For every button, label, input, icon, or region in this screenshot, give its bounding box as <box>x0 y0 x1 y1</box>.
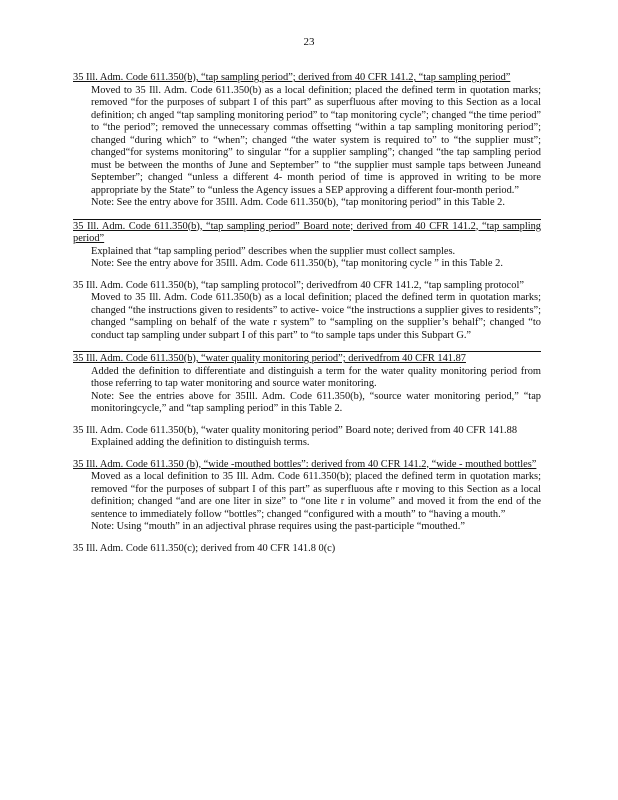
entry-paragraph: Moved to 35 Ill. Adm. Code 611.350(b) as a local definition; placed the defined term in quotation marks; changed “the instructions given to residents” to active- voice “the instructions a supplier gives to residents”; changed “sampling on behalf of the wate r system” to “sampling on the supplier’s behalf”; changed “to conduct tap sampling under subpart I of this part” to “to sample taps under this Subpart G.” <box>91 292 541 341</box>
entry-heading-text: 35 Ill. Adm. Code 611.350(b), “tap sampling protocol”; derivedfrom 40 CFR 141.2, “tap sampling protocol” <box>73 279 524 291</box>
entry-heading-text: 35 Ill. Adm. Code 611.350(b), “tap sampling period”; derived from 40 CFR 141.2, “tap sampling period” <box>73 72 511 83</box>
entry-heading <box>73 219 541 246</box>
entry-paragraph: Explained adding the definition to distinguish terms. <box>91 437 310 448</box>
entry-heading <box>73 280 541 293</box>
entry-note: Note: See the entry above for 35Ill. Adm. Code 611.350(b), “tap monitoring cycle ” in this Table 2. <box>91 258 503 269</box>
entry-heading-text: 35 Ill. Adm. Code 611.350(c); derived from 40 CFR 141.8 0(c) <box>73 542 336 554</box>
table-entry <box>73 72 541 210</box>
entry-body <box>91 437 541 450</box>
entry-paragraph: Explained that “tap sampling period” describes when the supplier must collect samples. <box>91 245 456 257</box>
entry-paragraph: Moved as a local definition to 35 Ill. Adm. Code 611.350(b); placed the defined term in quotation marks; removed “for the purposes of subpart I of this part” as superfluous afte r moving to this Section as a local definition; changed “and are one liter in size” to “one lite r in volume” and moved it from the end of the sentence to immediately follow “bottles”; changed “configured with a mouth” to “having a mouth.” <box>91 471 541 520</box>
entry-body <box>91 292 541 342</box>
entry-heading <box>73 459 541 472</box>
entries-list <box>73 72 541 564</box>
entry-heading <box>73 425 541 438</box>
entry-note: Note: See the entries above for 35Ill. Adm. Code 611.350(b), “source water monitoring period,” “tap monitoringcycle,” and “tap sampling period” in this Table 2. <box>91 390 541 414</box>
entry-heading-text: 35 Ill. Adm. Code 611.350 (b), “wide -mouthed bottles”: derived from 40 CFR 141.2, “wide - mouthed bottles” <box>73 458 537 470</box>
entry-body <box>91 246 541 271</box>
page-number: 23 <box>303 36 315 48</box>
table-entry <box>73 459 541 534</box>
table-entry <box>73 219 541 271</box>
entry-heading <box>73 72 541 85</box>
entry-heading-text: 35 Ill. Adm. Code 611.350(b), “water quality monitoring period”; derivedfrom 40 CFR 141.87 <box>73 353 466 364</box>
entry-heading-text: 35 Ill. Adm. Code 611.350(b), “tap sampling period” Board note; derived from 40 CFR 141.2, “tap sampling period” <box>73 220 541 244</box>
entry-note: Note: See the entry above for 35Ill. Adm. Code 611.350(b), “tap monitoring period” in this Table 2. <box>91 197 505 208</box>
table-entry <box>73 280 541 343</box>
entry-note: Note: Using “mouth” in an adjectival phrase requires using the past-participle “mouthed.” <box>91 521 465 532</box>
entry-heading <box>73 351 541 366</box>
entry-body <box>91 471 541 534</box>
entry-heading <box>73 543 541 556</box>
table-entry <box>73 351 541 416</box>
table-entry <box>73 543 541 556</box>
entry-heading-text: 35 Ill. Adm. Code 611.350(b), “water quality monitoring period” Board note; derived from 40 CFR 141.88 <box>73 424 518 436</box>
entry-body <box>91 85 541 210</box>
entry-paragraph: Moved to 35 Ill. Adm. Code 611.350(b) as a local definition; placed the defined term in quotation marks; removed “for the purposes of subpart I of this part” as superfluous after moving to this Section as a local definition; ch anged “tap sampling monitoring period” to “tap monitoring cycle”; changed “the time period” to “the period”; removed the unnecessary commas offsetting “within a tap sampling monitoring period”; changed “during which” to “when”; changed “the water system is required to” to “the supplier must”; changed“for systems monitoring” to singular “for a supplier sampling”; changed “the tap sampling period must be between the months of June and September” to “the supplier must sample taps between Juneand September”; changed “unless a different 4- month period of time is approved in writing to be more appropriate by the State” to “unless the Agency issues a SEP approving a different four-month period.” <box>91 84 541 196</box>
entry-body <box>91 366 541 416</box>
entry-paragraph: Added the definition to differentiate and distinguish a term for the water quality monitoring period from those referring to tap water monitoring and source water monitoring. <box>91 365 541 389</box>
table-entry <box>73 425 541 450</box>
